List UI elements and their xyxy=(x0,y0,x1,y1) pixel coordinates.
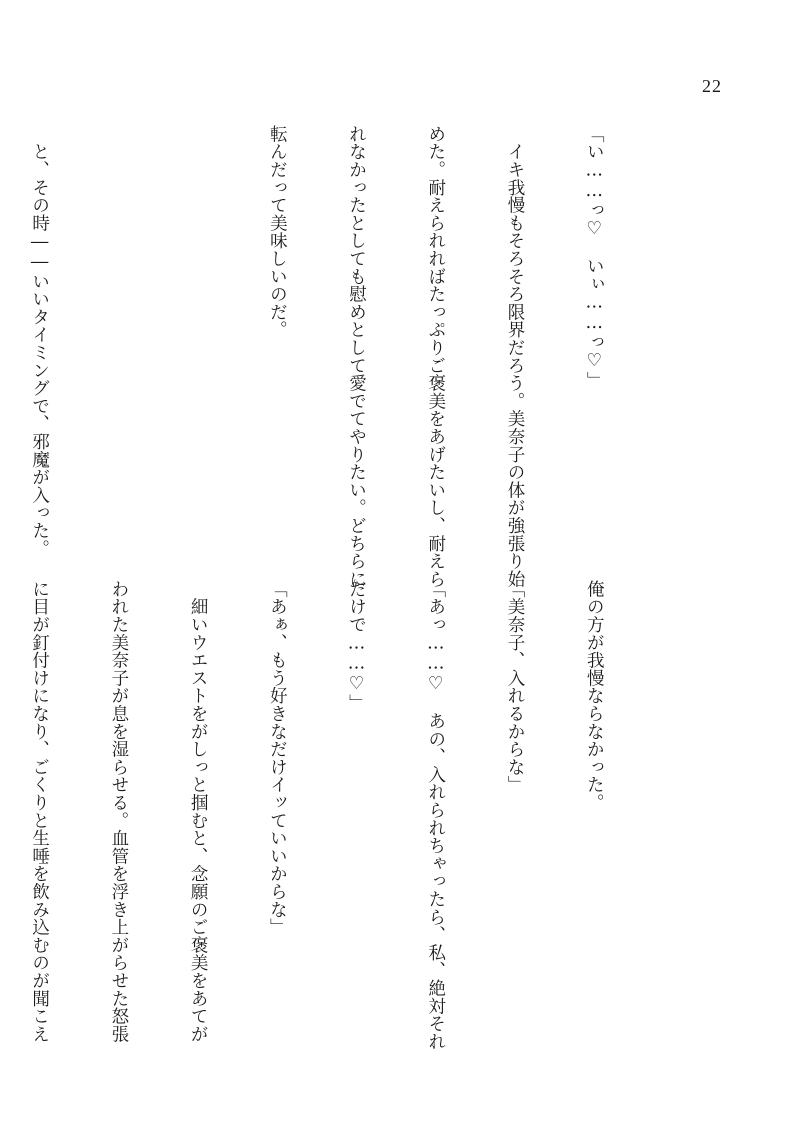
text-line: れなかったとしても慰めとして愛でてやりたい。どちらに xyxy=(346,125,367,588)
page-number: 22 xyxy=(702,76,722,96)
text-line: 「あっ……♡ あの、入れられちゃったら、私、絶対それ xyxy=(425,580,446,1051)
text-line: イキ我慢もそろそろ限界だろう。美奈子の体が強張り始 xyxy=(504,125,525,588)
text-line: われた美奈子が息を湿らせる。血管を浮き上がらせた怒張 xyxy=(108,580,129,1043)
text-line: 細いウエストをがしっと掴むと、念願のご褒美をあてが xyxy=(188,580,209,1043)
text-line: と、その時――いいタイミングで、邪魔が入った。 xyxy=(29,125,50,558)
text-line: 俺の方が我慢ならなかった。 xyxy=(584,580,605,812)
blank-line xyxy=(185,125,211,545)
text-line: だけで……♡」 xyxy=(346,580,367,713)
text-line: 「あぁ、もう好きなだけイッていいからな」 xyxy=(267,580,288,936)
text-line: 「い……っ♡ いぃ……っ♡」 xyxy=(584,125,605,390)
text-line: に目が釘付けになり、ごくりと生唾を飲み込むのが聞こえ xyxy=(29,580,50,1043)
lower-text-block xyxy=(29,580,660,1051)
text-line: めた。耐えられればたっぷりご褒美をあげたいし、耐えら xyxy=(425,125,446,588)
upper-text-block xyxy=(29,125,660,588)
blank-line xyxy=(105,125,131,545)
text-line: 「美奈子、入れるからな」 xyxy=(504,580,525,794)
text-line: 転んだって美味しいのだ。 xyxy=(267,125,288,339)
